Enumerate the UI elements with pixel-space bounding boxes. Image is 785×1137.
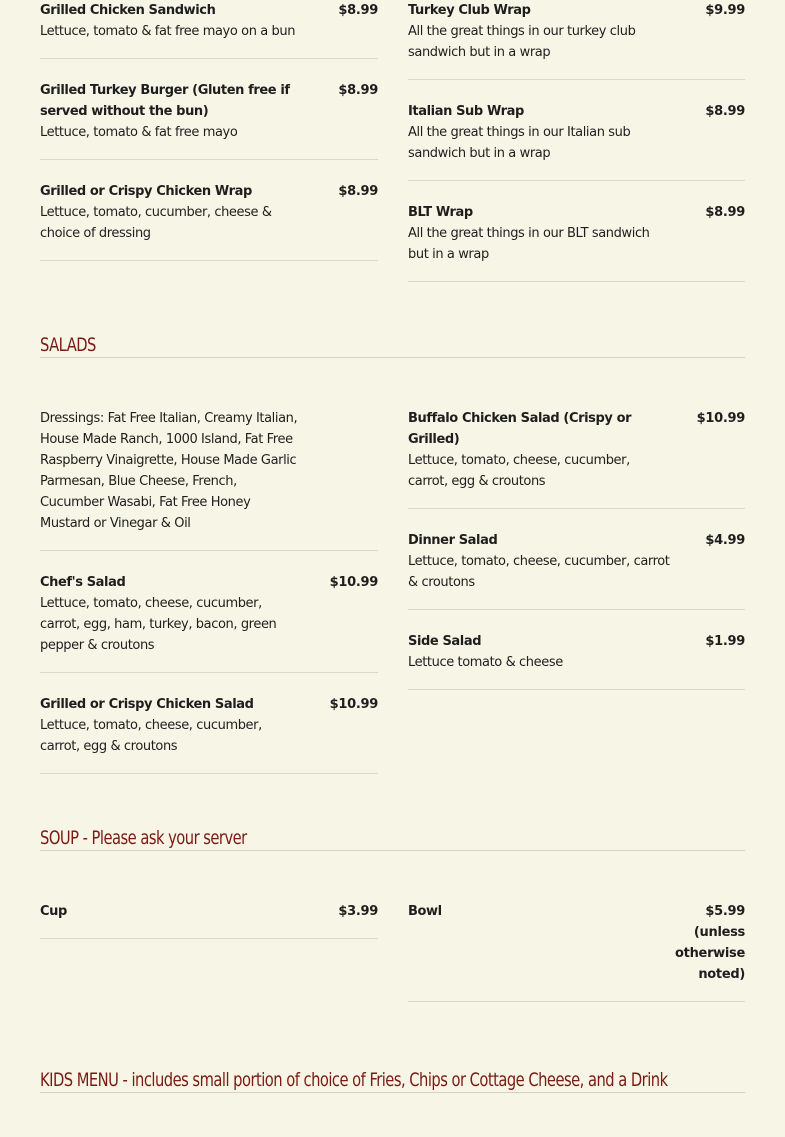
item-name: Turkey Club Wrap	[408, 3, 531, 18]
item-price: $9.99	[705, 3, 745, 18]
item-description: Lettuce tomato & cheese	[408, 655, 563, 670]
item-price: $8.99	[705, 205, 745, 220]
menu-item	[408, 101, 745, 181]
menu-item	[408, 202, 745, 282]
item-description: Lettuce, tomato & fat free mayo	[40, 125, 238, 140]
item-price: $10.99	[329, 697, 378, 712]
item-price: $4.99	[705, 533, 745, 548]
menu-item	[408, 631, 745, 690]
item-name: Bowl	[408, 904, 442, 919]
item-name: Chef's Salad	[40, 575, 126, 590]
item-price: $5.99 (unless otherwise noted)	[675, 904, 745, 982]
item-price: $8.99	[338, 184, 378, 199]
salad-column-right	[408, 408, 745, 711]
item-name: Side Salad	[408, 634, 482, 649]
menu-item	[408, 0, 745, 80]
item-name: Grilled or Crispy Chicken Salad	[40, 697, 254, 712]
soup-column-right	[408, 901, 745, 1023]
menu-item-bowl	[408, 901, 745, 1002]
item-price: $8.99	[338, 83, 378, 98]
item-name: Grilled Turkey Burger (Gluten free if served without the bun)	[40, 83, 290, 119]
item-name: Dinner Salad	[408, 533, 498, 548]
menu-item	[40, 572, 378, 673]
item-price: $1.99	[705, 634, 745, 649]
item-description: Lettuce, tomato, cheese, cucumber, carrot, egg, ham, turkey, bacon, green pepper & croutons	[40, 596, 277, 653]
item-name: Italian Sub Wrap	[408, 104, 524, 119]
menu-item	[408, 530, 745, 610]
section-title-kids-menu: KIDS MENU - includes small portion of choice of Fries, Chips or Cottage Cheese, and a Drink	[40, 1068, 745, 1093]
item-price: $10.99	[329, 575, 378, 590]
item-name: BLT Wrap	[408, 205, 473, 220]
soup-column-left	[40, 901, 378, 960]
item-description: All the great things in our Italian sub sandwich but in a wrap	[408, 125, 631, 161]
item-name: Cup	[40, 904, 67, 919]
salad-column-left	[40, 408, 378, 795]
menu-item	[40, 0, 378, 59]
sandwich-column-left	[40, 0, 378, 282]
item-name: Buffalo Chicken Salad (Crispy or Grilled)	[408, 411, 632, 447]
menu-item	[40, 80, 378, 160]
item-description: All the great things in our BLT sandwich but in a wrap	[408, 226, 650, 262]
item-description: Lettuce, tomato & fat free mayo on a bun	[40, 24, 296, 39]
item-price: $8.99	[705, 104, 745, 119]
item-name: Grilled Chicken Sandwich	[40, 3, 216, 18]
menu-item	[408, 408, 745, 509]
section-title-salads: SALADS	[40, 333, 745, 358]
menu-item	[40, 694, 378, 774]
dressings-note	[40, 408, 378, 551]
item-price: $10.99	[696, 411, 745, 426]
sandwich-column-right	[408, 0, 745, 303]
menu-item-cup	[40, 901, 378, 939]
item-name: Grilled or Crispy Chicken Wrap	[40, 184, 252, 199]
menu-item	[40, 181, 378, 261]
item-description: Lettuce, tomato, cheese, cucumber, carrot, egg & croutons	[40, 718, 262, 754]
item-description: Lettuce, tomato, cucumber, cheese & choice of dressing	[40, 205, 272, 241]
item-price: $3.99	[338, 904, 378, 919]
dressings-text: Dressings: Fat Free Italian, Creamy Italian, House Made Ranch, 1000 Island, Fat Free Raspberry Vinaigrette, House Made Garlic Parmesan, Blue Cheese, French, Cucumber Wasabi, Fat Free Honey Mustard or Vinegar & Oil	[40, 411, 298, 531]
item-description: Lettuce, tomato, cheese, cucumber, carrot & croutons	[408, 554, 670, 590]
section-title-soup: SOUP - Please ask your server	[40, 826, 745, 851]
item-price: $8.99	[338, 3, 378, 18]
item-description: Lettuce, tomato, cheese, cucumber, carrot, egg & croutons	[408, 453, 630, 489]
item-description: All the great things in our turkey club sandwich but in a wrap	[408, 24, 636, 60]
